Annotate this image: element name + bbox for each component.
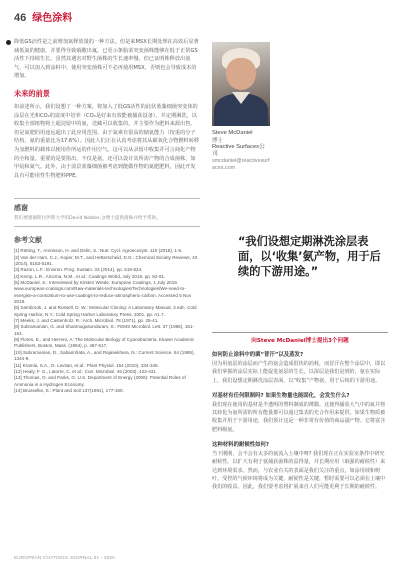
bullet-icon [6, 40, 11, 45]
interview-question: 对基材有任何限制吗? 如果生物量也能固化，会发生什么? [212, 392, 350, 399]
reference-item: [7] Meeks, J. and Castenholz, R.: Arch. Microbiol. 78 (1971), pp. 25-41. [14, 318, 159, 324]
page-number: 46 [14, 12, 27, 24]
author-bio [212, 130, 270, 172]
thanks-text: 我们要感谢斯拉伊斯大学的David Nobles, Jr博士提供菌株并给予帮助。 [14, 216, 161, 222]
author-photo [212, 42, 270, 126]
interview-qa-list [212, 350, 388, 492]
reference-item: [14] Brusselke, S.: Plant and Soil 137(1991), 177-180. [14, 387, 124, 393]
interview-question: 这种材料的耐候性如何? [212, 442, 270, 449]
author-company: Reactive Surfaces公司 [212, 144, 265, 157]
reference-item: [8] Subramanian, G. and Shanmugasundaram, S.: FEMS Microbiol. Lett. 37 (1986), 151-154. [14, 324, 195, 336]
reference-item: [10] Subramanian, D., Sabarinhata, A., and Rajasekhara, N.: Current Science. 54 (1985), 1344-8. [14, 349, 195, 362]
author-email[interactable]: smcdaniel@reactivesurfaces.com [212, 158, 270, 171]
interview-heading: 向Steve McDaniel博士提出3个问题 [251, 338, 349, 344]
page-header [14, 9, 72, 25]
interview-answer: 我们现在使用的基材是半透明的塑料制成的薄膜。这使得捕获大气中的氮并将其转化为氨所需的所有能量都可以通过集表的光合作用来提供。如果生物质被收集并用于下游用途，我们预计这是一种非常有价值的商品副产物。它将富含肥料级氨。 [212, 401, 386, 433]
page-footer: EUROPEAN COATINGS JOURNAL 01 - 2020 [14, 555, 115, 560]
reference-item: [1] Rütting, T., Aronsson, H. and Delin, S.: Nutr. Cycl. Agroecosyst. 110 (2018), 1-5. [14, 248, 183, 254]
interview-answer: 因为用氨泵的涂层而产生的氨会造成很快的消耗，而冒汗在整个涂层中，即以我们掌握的涂层实际上能促进氨泵的生长，以深层是我们是到的，氨在实际上，我们设想定期淋洗涂层表面，以“收集”产物氨，用于后续的下游用途。 [212, 361, 386, 384]
interview-answer: 当下刚刚，会不会有太多的氨流入土壤中呀? 我们现在正在实验室条件中研究耐候性。以扩大有利于氨捕获菌株的益得量，并长期应用（取强的耐候性）来达到环境需求。然而，与农业有关的表面是我们关注的重点，如涂用坡和树叶。受控的气候环境将成为关键，耐候性是关键，暂时需要可以必须在土壤中我们的收益。因此，我们要考虑将扩展来自人们可能更利于长期的耐候性。 [212, 451, 386, 491]
future-paragraph: 如前述所示，我们设想了一种方案，将加入了低GS活性的此状蓝藻细菌突变体的涂层在光和CO₂的富度中培养（CO₂是好来有效能被捕获设备）。并定期淋洗，以收集全部植物将土超淀留中的氨，送藏可以收集的，并主要作为肥料来源出售。但是氮肥的用途远超出了此应用范围。由于氮素有很高的储氮能力（按重的分子结构，氨的重量比为17.6%）。因此人们正在认真考虑将其从碳氧化合物燃料转移为氢燃料的载体以便用作所运的作用空气。这可以从录留中收集并可言商化产物的全和量。重要的是要指出，不仅是氨，还可以设计其所需产物的合成菌株，如甲烷和氮气。此外，由于前景蓝藻细菌被考虑到能做作物的氮肥肥料，因此开发具有可能用性生物肥料PPE。 [14, 103, 200, 179]
reference-item: [12] Healy, F. G., Latorre, C. et al.: Curr. Microbiol. 46 (2003), 423-431. [14, 368, 158, 374]
divider [14, 226, 200, 227]
reference-item: [3] Razon, L.F.: Environ. Prog. Sustain. 33 (2014), pp. 618-624. [14, 267, 143, 273]
reference-item: [4] Kemp, L.R., Alcorna, N.M., et al.: Coatings World, July 2018, pp. 82-91. [14, 273, 166, 279]
divider [14, 198, 200, 199]
reference-item: [5] McDaniel, S.: Interviewed by Kirsten Wrede. European Coatings, 1 July 2019. www.european-coatings.com/Raw-materials-technologies/Technologies/We-need-to-energise-a-consortium-to-use-coatings-to-reduce-atmospheric-carbon. Accessed 5 Nov 2019. [14, 280, 192, 305]
author-name: Steve McDaniel [212, 130, 253, 136]
reference-item: [13] Thomas, O. and Parks, G. U.S. Department of Energy (2006): Potential Roles of Ammonia in a Hydrogen Economy. [14, 375, 186, 387]
interview-question: 如何防止涂料中的菌“冒汗”以及蒸发? [212, 352, 304, 358]
reference-item: [9] Flores, E., and Herrero, A: The Molecular Biology of Cyanobacteria. Kluwer Academic Publishers, Boston, Mass. (1994), p. 487-517. [14, 337, 195, 349]
intro-paragraph: 降低GS活性是之前增加氮释放量的一种方法。但是来MSX长期处理在高效后显著减低氮的健康，并要得导致硝酸出氟，已更示条脂菜突变菌株能够在低于正常GS活性下持续生长。虽然其遇害对野生菌株的生长速率慢，但已证明株释放出氨气，可以加入到涂料中。使用突变菌株可不必再使用MSX，否则也会导致成本的增加。 [14, 39, 199, 80]
thanks-heading: 感谢 [14, 204, 28, 213]
author-title: 博士 [212, 138, 223, 144]
interview-box [212, 332, 388, 492]
divider [212, 332, 388, 333]
pull-quote: “我们设想定期淋洗涂层表面，以‘收集’氨产物，用于后续的下游用途。” [238, 235, 381, 278]
main-column [14, 38, 200, 394]
reference-item: [6] Sambrook, J. and Russell, D. W.: Molecular Cloning: A Laboratory Manual, 3 edn. Cold Spring Harbor, N.Y.: Cold Spring Harbor Laboratory Press, 2001, pp. A1.7. [14, 305, 197, 317]
references-heading: 参考文献 [14, 236, 42, 245]
section-title: 绿色涂料 [32, 13, 73, 24]
reference-item: [11] Kramla, S.A., O. Levitan, et al.: Plant Physiol. 154 (2010), 334-345. [14, 362, 159, 368]
future-heading: 未来的前景 [14, 88, 50, 98]
references-list [14, 248, 200, 394]
reference-item: [2] Van der Ham, C.J., Koper, M.T., and Hetterscheid, D.G.: Chemical Society Reviews, 43 (2014), 5183-5191. [14, 254, 198, 266]
